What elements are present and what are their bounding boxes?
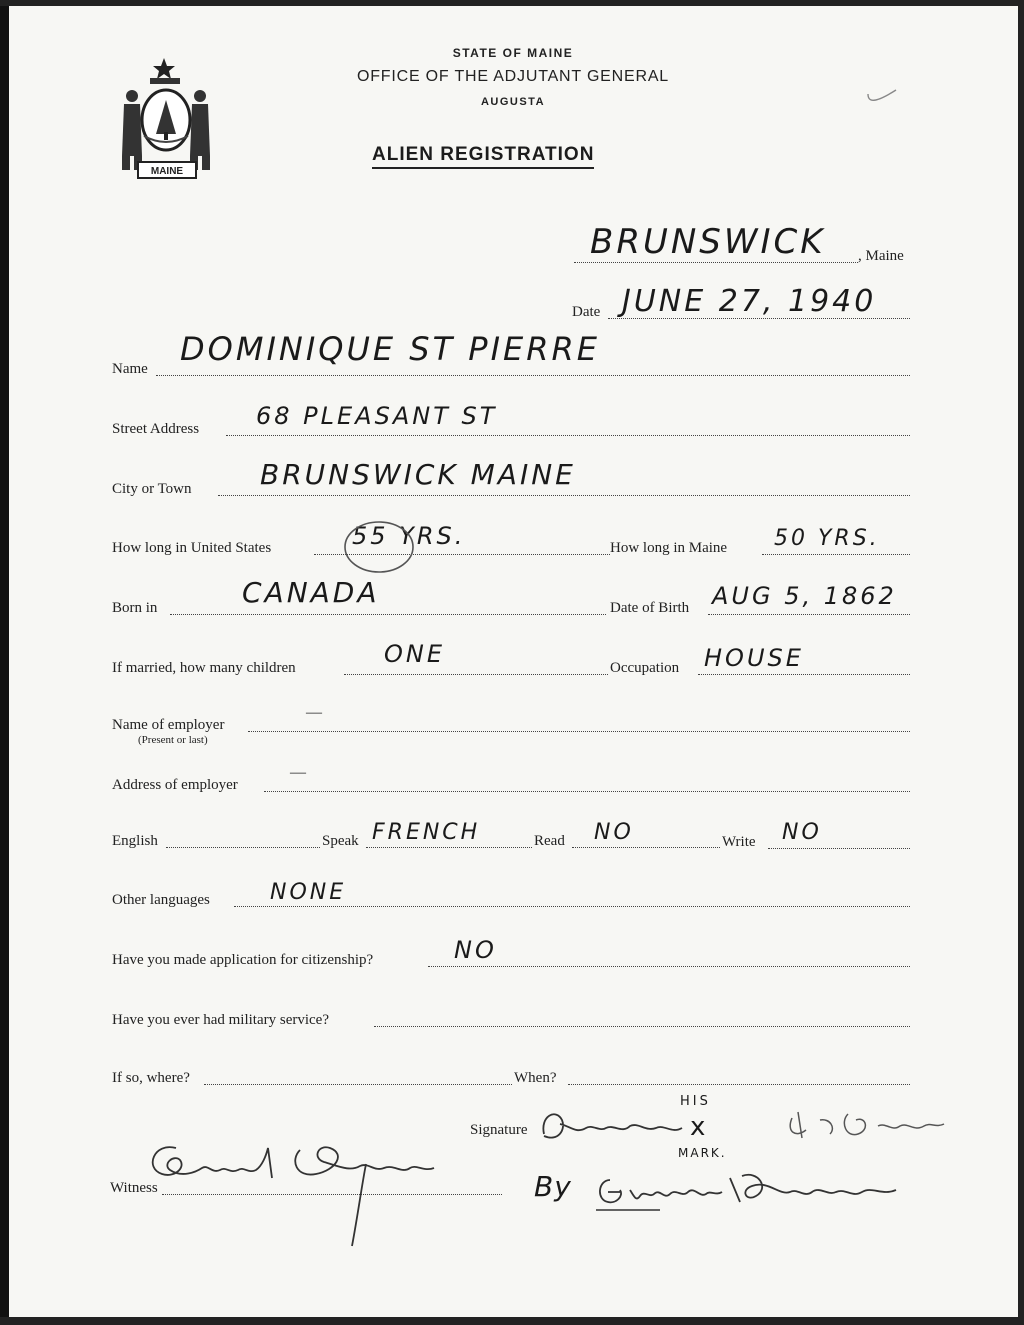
street-label: Street Address <box>112 421 200 437</box>
write-line <box>768 848 910 849</box>
employer-line <box>248 731 910 732</box>
form-title: ALIEN REGISTRATION <box>372 144 594 169</box>
when-label: When? <box>514 1070 557 1086</box>
read-label: Read <box>534 833 565 849</box>
employer-value[interactable]: — <box>306 704 322 721</box>
write-label: Write <box>722 834 756 850</box>
date-value[interactable]: JUNE 27, 1940 <box>622 284 877 319</box>
occupation-line <box>698 674 910 675</box>
other-languages-label: Other languages <box>112 892 210 908</box>
other-languages-value[interactable]: NONE <box>270 880 347 905</box>
children-label: If married, how many children <box>112 660 296 676</box>
maine-state-seal-icon <box>112 56 224 184</box>
employer-address-label: Address of employer <box>112 777 238 793</box>
children-value[interactable]: ONE <box>384 640 446 668</box>
place-value[interactable]: BRUNSWICK <box>590 222 826 262</box>
signature-his: HIS <box>680 1094 711 1109</box>
children-line <box>344 674 608 675</box>
signature-mark: MARK. <box>678 1146 727 1160</box>
born-in-value[interactable]: CANADA <box>242 576 380 609</box>
header-office: OFFICE OF THE ADJUTANT GENERAL <box>356 68 670 85</box>
signature-x: x <box>690 1112 706 1142</box>
us-years-label: How long in United States <box>112 540 272 556</box>
seal-banner-text: MAINE <box>150 166 184 177</box>
scan-edge-left <box>0 0 9 1325</box>
city-value[interactable]: BRUNSWICK MAINE <box>260 458 576 491</box>
city-line <box>218 495 910 496</box>
dob-line <box>708 614 910 615</box>
place-suffix: , Maine <box>858 248 904 264</box>
place-line <box>574 262 858 263</box>
english-line <box>166 847 320 848</box>
signature-image <box>530 1098 950 1158</box>
dob-label: Date of Birth <box>610 600 690 616</box>
date-label: Date <box>572 304 601 320</box>
where-label: If so, where? <box>112 1070 190 1086</box>
dob-value[interactable]: AUG 5, 1862 <box>712 582 897 610</box>
circle-mark-icon <box>340 518 418 576</box>
citizenship-line <box>428 966 910 967</box>
read-line <box>572 847 720 848</box>
scan-edge-bottom <box>0 1317 1024 1325</box>
born-in-line <box>170 614 606 615</box>
where-line <box>204 1084 512 1085</box>
occupation-value[interactable]: HOUSE <box>704 644 804 672</box>
street-line <box>226 435 910 436</box>
employer-address-line <box>264 791 910 792</box>
born-in-label: Born in <box>112 600 158 616</box>
employer-label: Name of employer <box>112 717 225 733</box>
by-signature-image <box>590 1166 920 1220</box>
check-mark-icon <box>862 84 902 108</box>
city-label: City or Town <box>112 481 192 497</box>
when-line <box>568 1084 910 1085</box>
write-value[interactable]: NO <box>782 820 822 845</box>
name-line <box>156 375 910 376</box>
header-city: AUGUSTA <box>480 96 546 108</box>
military-line <box>374 1026 910 1027</box>
witness-label: Witness <box>110 1180 158 1196</box>
name-value[interactable]: DOMINIQUE ST PIERRE <box>180 330 600 368</box>
speak-value[interactable]: FRENCH <box>372 820 481 845</box>
read-value[interactable]: NO <box>594 820 634 845</box>
english-label: English <box>112 833 158 849</box>
street-value[interactable]: 68 PLEASANT ST <box>256 402 498 430</box>
speak-label: Speak <box>322 833 359 849</box>
military-label: Have you ever had military service? <box>112 1012 329 1028</box>
witness-signature-image <box>140 1134 470 1254</box>
citizenship-value[interactable]: NO <box>454 936 497 964</box>
maine-years-value[interactable]: 50 YRS. <box>774 526 880 551</box>
scan-edge-right <box>1018 0 1024 1325</box>
other-languages-line <box>234 906 910 907</box>
maine-years-label: How long in Maine <box>610 540 728 556</box>
employer-address-value[interactable]: — <box>290 764 306 781</box>
maine-years-line <box>762 554 910 555</box>
occupation-label: Occupation <box>610 660 680 676</box>
signature-label: Signature <box>470 1122 528 1138</box>
citizenship-label: Have you made application for citizenship? <box>112 952 374 968</box>
us-years-value[interactable]: 55 YRS. <box>352 522 466 550</box>
employer-sublabel: (Present or last) <box>138 734 208 746</box>
signature-by: By <box>534 1170 572 1203</box>
scan-edge-top <box>0 0 1024 6</box>
name-label: Name <box>112 361 148 377</box>
header-state: STATE OF MAINE <box>452 46 574 60</box>
speak-line <box>366 847 532 848</box>
